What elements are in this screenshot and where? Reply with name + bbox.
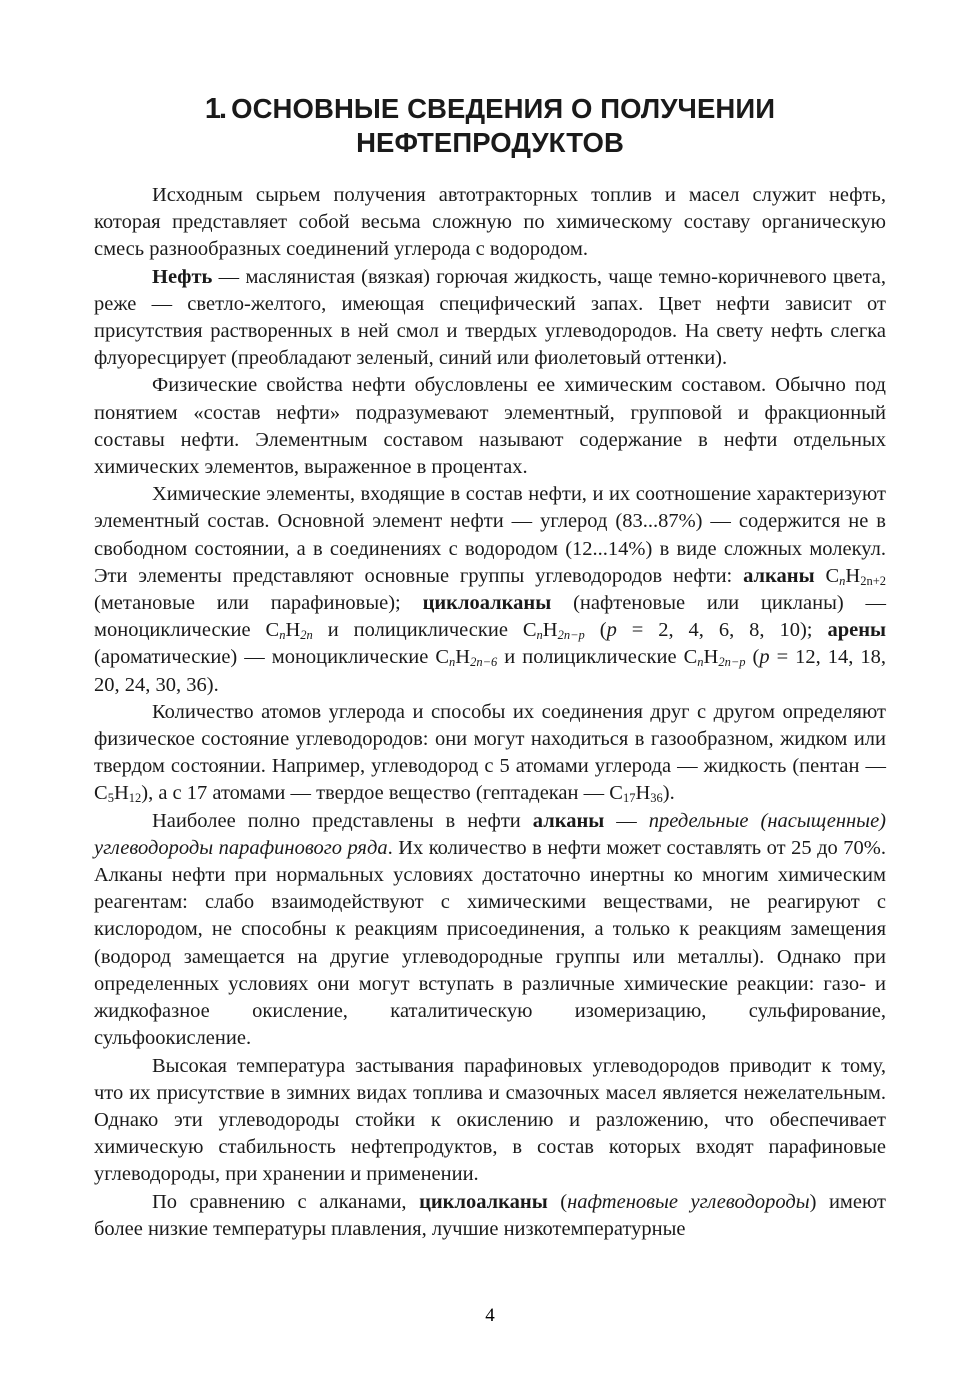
paragraph-2: Нефть — маслянистая (вязкая) горючая жидкость, чаще темно-коричневого цвета, реже — светло-желтого, имеющая специфический запах. Цвет нефти зависит от присутствия растворенных в ней смол и твердых углеводородов. На свету нефть слегка флуоресцирует (преобладают зеленый, синий или фиолетовый оттенки). [94,265,886,370]
term-alkanes: алканы [743,564,815,587]
definition-alkanes: предельные (насыщенные) углеводороды парафинового ряда [94,809,886,859]
document-page [94,92,886,1243]
term-oil: Нефть [152,265,213,288]
paragraph-7: Высокая температура застывания парафиновых углеводородов приводит к тому, что их присутствие в зимних видах топлива и смазочных масел является нежелательным. Однако эти углеводороды стойки к окислению и разложению, что обеспечивает химическую стабильность нефтепродуктов, в состав которых входят парафиновые углеводороды, при хранении и применении. [94,1054,886,1186]
formula-pentane: $C_5H_{12}$ [94,782,142,806]
definition-cycloalkanes: нафтеновые углеводороды [567,1190,810,1213]
chapter-title-line-1: ОСНОВНЫЕ СВЕДЕНИЯ О ПОЛУЧЕНИИ [231,93,776,124]
formula-heptadecane: $C_{17}H_{36}$ [609,782,663,806]
term-cycloalkanes-2: циклоалканы [419,1190,548,1213]
term-arenes: арены [827,619,887,642]
chapter-title-line-2: НЕФТЕПРОДУКТОВ [356,127,624,158]
formula-arenes-mono: $C_nH_{2n-6}$ [435,646,498,670]
formula-polycyclic: $C_nH_{2n-p}$ [522,619,585,643]
page-number: 4 [485,1305,495,1326]
formula-alkanes: $C_nH_{2n+2}$ [825,564,887,588]
term-alkanes-2: алканы [532,809,605,832]
paragraph-4: Химические элементы, входящие в состав нефти, и их соотношение характеризуют элементный состав. Основной элемент нефти — углерод (83...87%) — содержится не в свободном состоянии, а в соединениях с водородом (12...14%) в виде сложных молекул. Эти элементы представляют основные группы углеводородов нефти: алканы $C_nH_{2n+2}$ (метановые или парафиновые); циклоалканы (нафтеновые или цикланы) — моноциклические $C_nH_{2n}$ и полициклические $C_nH_{2n-p}$ (p = 2, 4, 6, 8, 10); арены (ароматические) — моноциклические $C_nH_{2n-6}$ и полициклические $C_nH_{2n-p}$ (p = 12, 14, 18, 20, 24, 30, 36). [94,483,887,696]
formula-monocyclic: $C_nH_{2n}$ [265,619,313,643]
formula-arenes-poly: $C_nH_{2n-p}$ [683,646,746,670]
chapter-number: 1. [204,93,226,125]
term-cycloalkanes: циклоалканы [422,592,552,615]
paragraph-3: Физические свойства нефти обусловлены ее химическим составом. Обычно под понятием «состав нефти» подразумевают элементный, групповой и фракционный составы нефти. Элементным составом называют содержание в нефти отдельных химических элементов, выраженное в процентах. [94,374,886,479]
document-body [94,182,886,1243]
paragraph-1: Исходным сырьем получения автотракторных топлив и масел служит нефть, которая представляет собой весьма сложную по химическому составу органическую смесь разнообразных соединений углерода с водородом. [94,184,886,261]
paragraph-6: Наиболее полно представлены в нефти алканы — предельные (насыщенные) углеводороды парафинового ряда. Их количество в нефти может составлять от 25 до 70%. Алканы нефти при нормальных условиях достаточно инертны ко многим химическим реагентам: слабо взаимодействуют с химическими веществами, не реагируют с кислородом, не способны к реакциям присоединения, а только к реакциям замещения (водород замещается на другие углеводородные группы или металлы). Однако при определенных условиях они могут вступать в различные химические реакции: газо- и жидкофазное окисление, каталитическую изомеризацию, сульфирование, сульфоокисление. [94,809,886,1050]
chapter-title [94,92,886,160]
paragraph-5: Количество атомов углерода и способы их соединения друг с другом определяют физическое состояние углеводородов: они могут находиться в газообразном, жидком или твердом состоянии. Например, углеводород с 5 атомами углерода — жидкость (пентан — $C_5H_{12}$), а с 17 атомами — твердое вещество (гептадекан — $C_{17}H_{36}$). [94,700,886,806]
paragraph-8: По сравнению с алканами, циклоалканы (нафтеновые углеводороды) имеют более низкие температуры плавления, лучшие низкотемпературные [94,1190,886,1240]
